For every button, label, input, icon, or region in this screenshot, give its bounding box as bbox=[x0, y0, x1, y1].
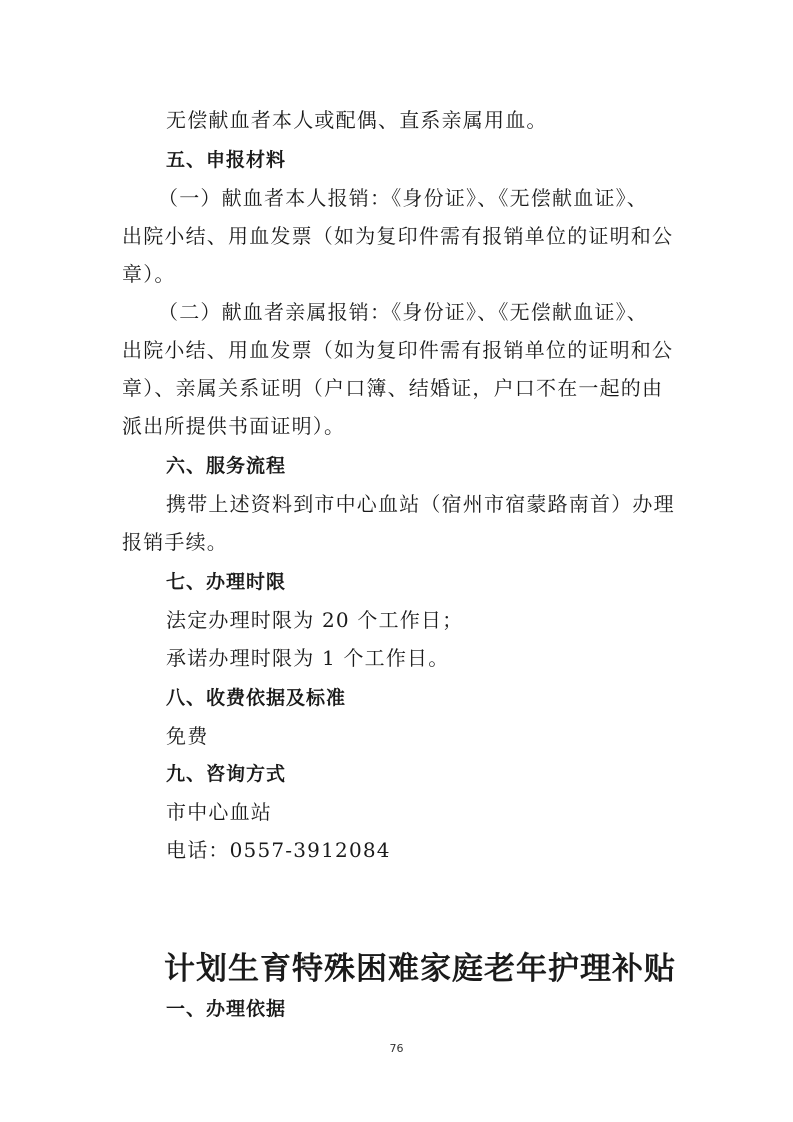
section-heading-time-limit: 七、办理时限 bbox=[166, 571, 287, 593]
contact-phone: 电话：0557-3912084 bbox=[166, 838, 391, 862]
paragraph-line: 无偿献血者本人或配偶、直系亲属用血。 bbox=[166, 108, 548, 132]
item-2-line-1: （二）献血者亲属报销：《身份证》、《无偿献血证》、 bbox=[158, 300, 648, 324]
fees-line-1: 免费 bbox=[166, 724, 209, 748]
item-2-line-3: 章）、亲属关系证明（户口簿、结婚证，户口不在一起的由 bbox=[122, 376, 664, 400]
section-heading-service-process: 六、服务流程 bbox=[166, 455, 287, 477]
time-limit-line-2: 承诺办理时限为 1 个工作日。 bbox=[166, 646, 450, 670]
next-section-heading-basis: 一、办理依据 bbox=[166, 998, 287, 1020]
item-1-line-3: 章）。 bbox=[122, 262, 176, 286]
time-limit-line-1: 法定办理时限为 20 个工作日； bbox=[166, 608, 464, 632]
section-heading-fees: 八、收费依据及标准 bbox=[166, 687, 347, 709]
contact-line-1: 市中心血站 bbox=[166, 800, 272, 824]
page-number: 76 bbox=[389, 1042, 404, 1055]
section-heading-contact: 九、咨询方式 bbox=[166, 763, 287, 785]
item-1-line-2: 出院小结、用血发票（如为复印件需有报销单位的证明和公 bbox=[122, 224, 674, 248]
service-process-line-1: 携带上述资料到市中心血站（宿州市宿蒙路南首）办理 bbox=[166, 492, 675, 516]
item-1-line-1: （一）献血者本人报销：《身份证》、《无偿献血证》、 bbox=[158, 186, 648, 210]
next-item-title: 计划生育特殊困难家庭老年护理补贴 bbox=[164, 951, 676, 987]
section-heading-materials: 五、申报材料 bbox=[166, 149, 287, 171]
item-2-line-4: 派出所提供书面证明）。 bbox=[122, 414, 346, 438]
service-process-line-2: 报销手续。 bbox=[122, 530, 228, 554]
item-2-line-2: 出院小结、用血发票（如为复印件需有报销单位的证明和公 bbox=[122, 338, 674, 362]
